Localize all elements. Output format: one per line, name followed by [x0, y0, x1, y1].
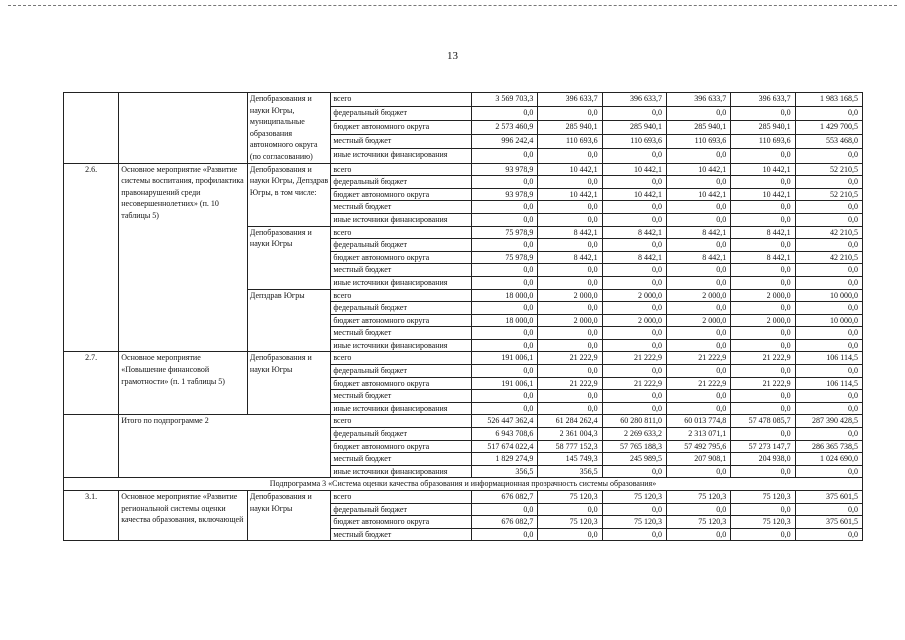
- amount-cell: 21 222,9: [602, 352, 666, 365]
- amount-cell: 0,0: [538, 365, 602, 378]
- amount-cell: 2 573 460,9: [472, 121, 538, 135]
- amount-cell: 75 120,3: [602, 516, 666, 529]
- amount-cell: 75 120,3: [731, 491, 795, 504]
- amount-cell: 0,0: [795, 239, 862, 252]
- amount-cell: 0,0: [538, 503, 602, 516]
- amount-cell: 2 000,0: [666, 289, 730, 302]
- amount-cell: 0,0: [795, 503, 862, 516]
- amount-cell: 2 000,0: [666, 314, 730, 327]
- funding-source-cell: местный бюджет: [331, 390, 472, 403]
- amount-cell: 75 120,3: [731, 516, 795, 529]
- amount-cell: 0,0: [666, 503, 730, 516]
- amount-cell: 0,0: [538, 390, 602, 403]
- funding-source-cell: местный бюджет: [331, 201, 472, 214]
- amount-cell: 0,0: [602, 176, 666, 189]
- table-row: [64, 163, 863, 176]
- amount-cell: 0,0: [538, 107, 602, 121]
- amount-cell: 10 442,1: [538, 163, 602, 176]
- amount-cell: 0,0: [666, 149, 730, 163]
- amount-cell: 0,0: [602, 276, 666, 289]
- amount-cell: 10 442,1: [731, 188, 795, 201]
- activity-name-cell: Основное мероприятие «Развитие системы воспитания, профилактика правонарушений среди несовершеннолетних» (п. 10 таблицы 5): [119, 163, 248, 352]
- subprogram-header: Подпрограмма 3 «Система оценки качества образования и информационная прозрачность системы образования»: [64, 478, 863, 491]
- funding-source-cell: федеральный бюджет: [331, 428, 472, 441]
- amount-cell: 10 442,1: [602, 163, 666, 176]
- funding-source-cell: иные источники финансирования: [331, 402, 472, 415]
- amount-cell: 58 777 152,3: [538, 440, 602, 453]
- funding-source-cell: всего: [331, 415, 472, 428]
- amount-cell: 52 210,5: [795, 188, 862, 201]
- funding-source-cell: местный бюджет: [331, 528, 472, 541]
- amount-cell: 3 569 703,3: [472, 93, 538, 107]
- amount-cell: 285 940,1: [538, 121, 602, 135]
- funding-source-cell: всего: [331, 289, 472, 302]
- table-row: [64, 415, 863, 428]
- amount-cell: 0,0: [472, 264, 538, 277]
- amount-cell: 8 442,1: [666, 251, 730, 264]
- amount-cell: 1 429 700,5: [795, 121, 862, 135]
- amount-cell: 21 222,9: [731, 377, 795, 390]
- amount-cell: 0,0: [602, 213, 666, 226]
- amount-cell: 0,0: [472, 239, 538, 252]
- amount-cell: 676 082,7: [472, 516, 538, 529]
- amount-cell: 0,0: [795, 428, 862, 441]
- amount-cell: 0,0: [731, 239, 795, 252]
- amount-cell: 285 940,1: [602, 121, 666, 135]
- amount-cell: 0,0: [472, 302, 538, 315]
- table-row: [64, 93, 863, 107]
- amount-cell: 57 273 147,7: [731, 440, 795, 453]
- amount-cell: 0,0: [731, 390, 795, 403]
- amount-cell: 21 222,9: [666, 352, 730, 365]
- executor-cell: Депздрав Югры: [247, 289, 330, 352]
- amount-cell: 57 492 795,6: [666, 440, 730, 453]
- amount-cell: 0,0: [731, 149, 795, 163]
- amount-cell: 0,0: [731, 365, 795, 378]
- total-label-cell: Итого по подпрограмме 2: [119, 415, 331, 478]
- amount-cell: 145 749,3: [538, 453, 602, 466]
- funding-source-cell: федеральный бюджет: [331, 176, 472, 189]
- funding-source-cell: федеральный бюджет: [331, 365, 472, 378]
- amount-cell: 0,0: [472, 276, 538, 289]
- amount-cell: 0,0: [731, 428, 795, 441]
- scan-top-edge: [8, 5, 897, 6]
- amount-cell: 8 442,1: [538, 226, 602, 239]
- amount-cell: 0,0: [602, 201, 666, 214]
- amount-cell: 0,0: [731, 503, 795, 516]
- amount-cell: 0,0: [731, 176, 795, 189]
- funding-source-cell: всего: [331, 491, 472, 504]
- amount-cell: 0,0: [795, 264, 862, 277]
- amount-cell: 0,0: [472, 213, 538, 226]
- funding-source-cell: местный бюджет: [331, 135, 472, 149]
- amount-cell: 10 442,1: [666, 163, 730, 176]
- amount-cell: 0,0: [602, 302, 666, 315]
- amount-cell: 1 983 168,5: [795, 93, 862, 107]
- amount-cell: 2 361 004,3: [538, 428, 602, 441]
- amount-cell: 0,0: [795, 149, 862, 163]
- amount-cell: 10 442,1: [731, 163, 795, 176]
- funding-source-cell: иные источники финансирования: [331, 276, 472, 289]
- amount-cell: 396 633,7: [666, 93, 730, 107]
- amount-cell: 0,0: [602, 402, 666, 415]
- amount-cell: 0,0: [731, 402, 795, 415]
- amount-cell: 0,0: [602, 149, 666, 163]
- amount-cell: 0,0: [602, 264, 666, 277]
- amount-cell: 0,0: [731, 213, 795, 226]
- funding-source-cell: бюджет автономного округа: [331, 251, 472, 264]
- funding-source-cell: всего: [331, 226, 472, 239]
- amount-cell: 0,0: [472, 390, 538, 403]
- amount-cell: 8 442,1: [602, 251, 666, 264]
- amount-cell: 106 114,5: [795, 352, 862, 365]
- executor-cell: Депобразования и науки Югры: [247, 226, 330, 289]
- amount-cell: 356,5: [538, 465, 602, 478]
- executor-cell: Депобразования и науки Югры: [247, 491, 330, 541]
- amount-cell: 42 210,5: [795, 226, 862, 239]
- amount-cell: 21 222,9: [666, 377, 730, 390]
- amount-cell: 52 210,5: [795, 163, 862, 176]
- amount-cell: 0,0: [731, 339, 795, 352]
- amount-cell: 0,0: [731, 327, 795, 340]
- amount-cell: 57 765 188,3: [602, 440, 666, 453]
- activity-number-cell: [64, 93, 119, 164]
- activity-name-cell: [119, 93, 248, 164]
- funding-table: [63, 92, 863, 541]
- amount-cell: 375 601,5: [795, 516, 862, 529]
- funding-source-cell: иные источники финансирования: [331, 465, 472, 478]
- amount-cell: 6 943 708,6: [472, 428, 538, 441]
- amount-cell: 0,0: [731, 264, 795, 277]
- activity-number-cell: 2.6.: [64, 163, 119, 352]
- amount-cell: 2 000,0: [538, 314, 602, 327]
- amount-cell: 0,0: [666, 390, 730, 403]
- amount-cell: 0,0: [602, 503, 666, 516]
- amount-cell: 0,0: [538, 264, 602, 277]
- amount-cell: 21 222,9: [538, 377, 602, 390]
- amount-cell: 60 280 811,0: [602, 415, 666, 428]
- funding-source-cell: бюджет автономного округа: [331, 516, 472, 529]
- activity-name-cell: Основное мероприятие «Повышение финансовой грамотности» (п. 1 таблицы 5): [119, 352, 248, 415]
- amount-cell: 0,0: [731, 276, 795, 289]
- funding-source-cell: местный бюджет: [331, 327, 472, 340]
- amount-cell: 375 601,5: [795, 491, 862, 504]
- activity-number-cell: 2.7.: [64, 352, 119, 415]
- amount-cell: 0,0: [666, 213, 730, 226]
- amount-cell: 75 978,9: [472, 226, 538, 239]
- amount-cell: 93 978,9: [472, 163, 538, 176]
- amount-cell: 0,0: [795, 390, 862, 403]
- amount-cell: 0,0: [731, 528, 795, 541]
- amount-cell: 0,0: [795, 402, 862, 415]
- amount-cell: 10 000,0: [795, 314, 862, 327]
- amount-cell: 60 013 774,8: [666, 415, 730, 428]
- amount-cell: 8 442,1: [602, 226, 666, 239]
- amount-cell: 75 120,3: [538, 491, 602, 504]
- amount-cell: 191 006,1: [472, 352, 538, 365]
- executor-cell: Депобразования и науки Югры, муниципальные образования автономного округа (по согласованию): [247, 93, 330, 164]
- amount-cell: 110 693,6: [666, 135, 730, 149]
- amount-cell: 0,0: [795, 176, 862, 189]
- amount-cell: 0,0: [602, 465, 666, 478]
- amount-cell: 21 222,9: [602, 377, 666, 390]
- amount-cell: 396 633,7: [731, 93, 795, 107]
- amount-cell: 0,0: [538, 402, 602, 415]
- amount-cell: 526 447 362,4: [472, 415, 538, 428]
- amount-cell: 75 120,3: [666, 491, 730, 504]
- funding-source-cell: бюджет автономного округа: [331, 314, 472, 327]
- amount-cell: 0,0: [602, 239, 666, 252]
- amount-cell: 0,0: [472, 402, 538, 415]
- amount-cell: 0,0: [795, 302, 862, 315]
- amount-cell: 0,0: [666, 327, 730, 340]
- amount-cell: 0,0: [538, 149, 602, 163]
- funding-source-cell: иные источники финансирования: [331, 339, 472, 352]
- amount-cell: 2 000,0: [731, 289, 795, 302]
- amount-cell: 0,0: [666, 402, 730, 415]
- amount-cell: 106 114,5: [795, 377, 862, 390]
- amount-cell: 0,0: [666, 339, 730, 352]
- funding-source-cell: всего: [331, 352, 472, 365]
- amount-cell: 10 442,1: [538, 188, 602, 201]
- amount-cell: 75 120,3: [602, 491, 666, 504]
- executor-cell: Депобразования и науки Югры, Депздрав Югры, в том числе:: [247, 163, 330, 226]
- amount-cell: 396 633,7: [538, 93, 602, 107]
- amount-cell: 93 978,9: [472, 188, 538, 201]
- amount-cell: 396 633,7: [602, 93, 666, 107]
- amount-cell: 0,0: [666, 239, 730, 252]
- amount-cell: 61 284 262,4: [538, 415, 602, 428]
- amount-cell: 0,0: [666, 302, 730, 315]
- amount-cell: 0,0: [472, 327, 538, 340]
- amount-cell: 204 938,0: [731, 453, 795, 466]
- amount-cell: 0,0: [795, 528, 862, 541]
- page-number: 13: [447, 50, 458, 62]
- amount-cell: 285 940,1: [731, 121, 795, 135]
- amount-cell: 110 693,6: [731, 135, 795, 149]
- amount-cell: 191 006,1: [472, 377, 538, 390]
- amount-cell: 21 222,9: [538, 352, 602, 365]
- amount-cell: 356,5: [472, 465, 538, 478]
- amount-cell: 0,0: [795, 107, 862, 121]
- funding-source-cell: федеральный бюджет: [331, 302, 472, 315]
- amount-cell: 1 024 690,0: [795, 453, 862, 466]
- amount-cell: 10 442,1: [666, 188, 730, 201]
- funding-source-cell: всего: [331, 163, 472, 176]
- amount-cell: 1 829 274,9: [472, 453, 538, 466]
- executor-cell: Депобразования и науки Югры: [247, 352, 330, 415]
- amount-cell: 286 365 738,5: [795, 440, 862, 453]
- amount-cell: 0,0: [666, 365, 730, 378]
- amount-cell: 0,0: [472, 107, 538, 121]
- table-row: [64, 491, 863, 504]
- amount-cell: 287 390 428,5: [795, 415, 862, 428]
- amount-cell: 8 442,1: [731, 251, 795, 264]
- funding-source-cell: иные источники финансирования: [331, 149, 472, 163]
- amount-cell: 0,0: [795, 365, 862, 378]
- amount-cell: 2 313 071,1: [666, 428, 730, 441]
- amount-cell: 0,0: [731, 465, 795, 478]
- amount-cell: 0,0: [472, 149, 538, 163]
- table-row: [64, 352, 863, 365]
- amount-cell: 553 468,0: [795, 135, 862, 149]
- amount-cell: 0,0: [472, 339, 538, 352]
- amount-cell: 0,0: [795, 213, 862, 226]
- amount-cell: 207 908,1: [666, 453, 730, 466]
- amount-cell: 0,0: [795, 201, 862, 214]
- amount-cell: 42 210,5: [795, 251, 862, 264]
- amount-cell: 110 693,6: [538, 135, 602, 149]
- amount-cell: 0,0: [731, 107, 795, 121]
- amount-cell: 285 940,1: [666, 121, 730, 135]
- amount-cell: 0,0: [538, 339, 602, 352]
- funding-source-cell: бюджет автономного округа: [331, 188, 472, 201]
- amount-cell: 996 242,4: [472, 135, 538, 149]
- amount-cell: 75 120,3: [538, 516, 602, 529]
- amount-cell: 18 000,0: [472, 314, 538, 327]
- amount-cell: 0,0: [472, 528, 538, 541]
- funding-source-cell: местный бюджет: [331, 264, 472, 277]
- amount-cell: 8 442,1: [731, 226, 795, 239]
- amount-cell: 0,0: [602, 327, 666, 340]
- funding-source-cell: бюджет автономного округа: [331, 440, 472, 453]
- activity-name-cell: Основное мероприятие «Развитие региональной системы оценки качества образования, включающей: [119, 491, 248, 541]
- amount-cell: 2 000,0: [731, 314, 795, 327]
- amount-cell: 0,0: [472, 201, 538, 214]
- amount-cell: 0,0: [731, 302, 795, 315]
- amount-cell: 0,0: [666, 107, 730, 121]
- amount-cell: 57 478 085,7: [731, 415, 795, 428]
- amount-cell: 0,0: [538, 276, 602, 289]
- amount-cell: 0,0: [538, 176, 602, 189]
- amount-cell: 0,0: [538, 327, 602, 340]
- amount-cell: 18 000,0: [472, 289, 538, 302]
- amount-cell: 0,0: [602, 365, 666, 378]
- amount-cell: 10 000,0: [795, 289, 862, 302]
- total-number-cell: [64, 415, 119, 478]
- amount-cell: 0,0: [795, 339, 862, 352]
- amount-cell: 0,0: [795, 465, 862, 478]
- amount-cell: 0,0: [666, 264, 730, 277]
- amount-cell: 0,0: [666, 176, 730, 189]
- amount-cell: 0,0: [602, 528, 666, 541]
- amount-cell: 517 674 022,4: [472, 440, 538, 453]
- amount-cell: 676 082,7: [472, 491, 538, 504]
- amount-cell: 110 693,6: [602, 135, 666, 149]
- amount-cell: 2 000,0: [538, 289, 602, 302]
- amount-cell: 0,0: [538, 213, 602, 226]
- amount-cell: 8 442,1: [538, 251, 602, 264]
- amount-cell: 75 978,9: [472, 251, 538, 264]
- amount-cell: 0,0: [795, 327, 862, 340]
- funding-source-cell: иные источники финансирования: [331, 213, 472, 226]
- amount-cell: 10 442,1: [602, 188, 666, 201]
- amount-cell: 0,0: [666, 201, 730, 214]
- funding-source-cell: федеральный бюджет: [331, 503, 472, 516]
- funding-source-cell: бюджет автономного округа: [331, 121, 472, 135]
- amount-cell: 245 989,5: [602, 453, 666, 466]
- amount-cell: 2 269 633,2: [602, 428, 666, 441]
- amount-cell: 8 442,1: [666, 226, 730, 239]
- funding-source-cell: федеральный бюджет: [331, 107, 472, 121]
- amount-cell: 0,0: [602, 339, 666, 352]
- amount-cell: 0,0: [666, 528, 730, 541]
- funding-source-cell: всего: [331, 93, 472, 107]
- funding-source-cell: федеральный бюджет: [331, 239, 472, 252]
- amount-cell: 2 000,0: [602, 289, 666, 302]
- amount-cell: 0,0: [731, 201, 795, 214]
- funding-source-cell: местный бюджет: [331, 453, 472, 466]
- amount-cell: 0,0: [666, 465, 730, 478]
- amount-cell: 0,0: [538, 302, 602, 315]
- amount-cell: 0,0: [666, 276, 730, 289]
- amount-cell: 0,0: [538, 201, 602, 214]
- amount-cell: 0,0: [538, 239, 602, 252]
- amount-cell: 0,0: [472, 365, 538, 378]
- amount-cell: 0,0: [472, 503, 538, 516]
- amount-cell: 0,0: [795, 276, 862, 289]
- amount-cell: 75 120,3: [666, 516, 730, 529]
- amount-cell: 21 222,9: [731, 352, 795, 365]
- amount-cell: 0,0: [472, 176, 538, 189]
- amount-cell: 0,0: [602, 390, 666, 403]
- amount-cell: 2 000,0: [602, 314, 666, 327]
- amount-cell: 0,0: [538, 528, 602, 541]
- activity-number-cell: 3.1.: [64, 491, 119, 541]
- subprogram-row: [64, 478, 863, 491]
- funding-source-cell: бюджет автономного округа: [331, 377, 472, 390]
- amount-cell: 0,0: [602, 107, 666, 121]
